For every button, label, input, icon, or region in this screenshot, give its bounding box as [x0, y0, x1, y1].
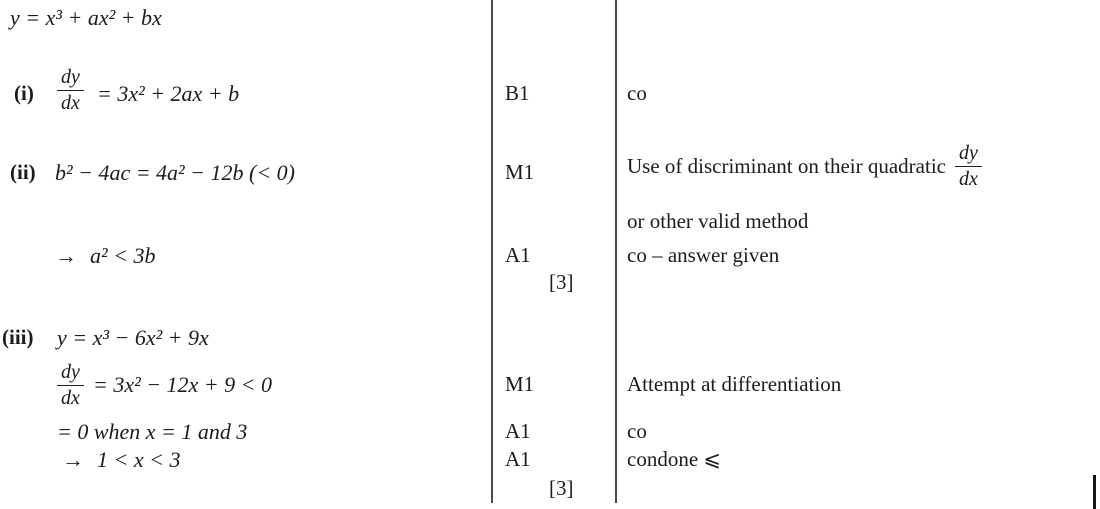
part-ii-comment-m1-line2: or other valid method — [627, 209, 809, 233]
part-iii-comment-a1-first: co — [627, 419, 647, 443]
part-ii-conclusion — [55, 243, 155, 268]
part-iii-comment-a1-second: condone ⩽ — [627, 447, 721, 471]
fraction-numerator: dy — [955, 142, 982, 167]
part-i-mark-b1: B1 — [505, 81, 530, 105]
part-ii-conclusion-inequality: a² < 3b — [90, 243, 156, 268]
page-edge-mark — [1093, 475, 1096, 509]
implies-arrow: → — [62, 447, 84, 472]
fraction-denominator: dx — [61, 92, 80, 114]
implies-arrow: → — [55, 243, 77, 268]
part-iii-roots-line: = 0 when x = 1 and 3 — [57, 419, 248, 444]
part-ii-label: (ii) — [10, 160, 36, 184]
part-iii-conclusion — [62, 447, 180, 472]
part-iii-comment-m1: Attempt at differentiation — [627, 372, 842, 396]
part-iii-derivative-fraction — [57, 361, 84, 410]
part-i-comment: co — [627, 81, 647, 105]
part-ii-comment-m1-text: Use of discriminant on their quadratic — [627, 153, 946, 178]
column-divider-right — [615, 0, 617, 503]
given-equation: y = x³ + ax² + bx — [10, 5, 162, 30]
comment-derivative-fraction — [955, 142, 982, 191]
part-i-derivative-fraction — [57, 66, 84, 115]
fraction-numerator: dy — [57, 361, 84, 386]
part-i-derivative-rhs: = 3x² + 2ax + b — [97, 81, 240, 106]
part-ii-comment-m1 — [627, 142, 982, 191]
part-iii-mark-m1: M1 — [505, 372, 535, 396]
part-iii-derivative-rhs: = 3x² − 12x + 9 < 0 — [93, 372, 273, 397]
part-ii-mark-m1: M1 — [505, 160, 535, 184]
part-ii-total-marks: [3] — [549, 270, 574, 294]
fraction-numerator: dy — [57, 66, 84, 91]
part-i-label: (i) — [14, 81, 34, 105]
part-iii-cubic-equation: y = x³ − 6x² + 9x — [57, 325, 209, 350]
part-iii-mark-a1-first: A1 — [505, 419, 531, 443]
part-iii-mark-a1-second: A1 — [505, 447, 531, 471]
column-divider-left — [491, 0, 493, 503]
part-ii-discriminant-line: b² − 4ac = 4a² − 12b (< 0) — [55, 160, 295, 185]
part-ii-mark-a1: A1 — [505, 243, 531, 267]
part-ii-comment-a1: co – answer given — [627, 243, 780, 267]
fraction-denominator: dx — [959, 168, 978, 190]
fraction-denominator: dx — [61, 387, 80, 409]
part-iii-label: (iii) — [2, 325, 34, 349]
part-iii-total-marks: [3] — [549, 476, 574, 500]
part-iii-conclusion-inequality: 1 < x < 3 — [97, 447, 181, 472]
